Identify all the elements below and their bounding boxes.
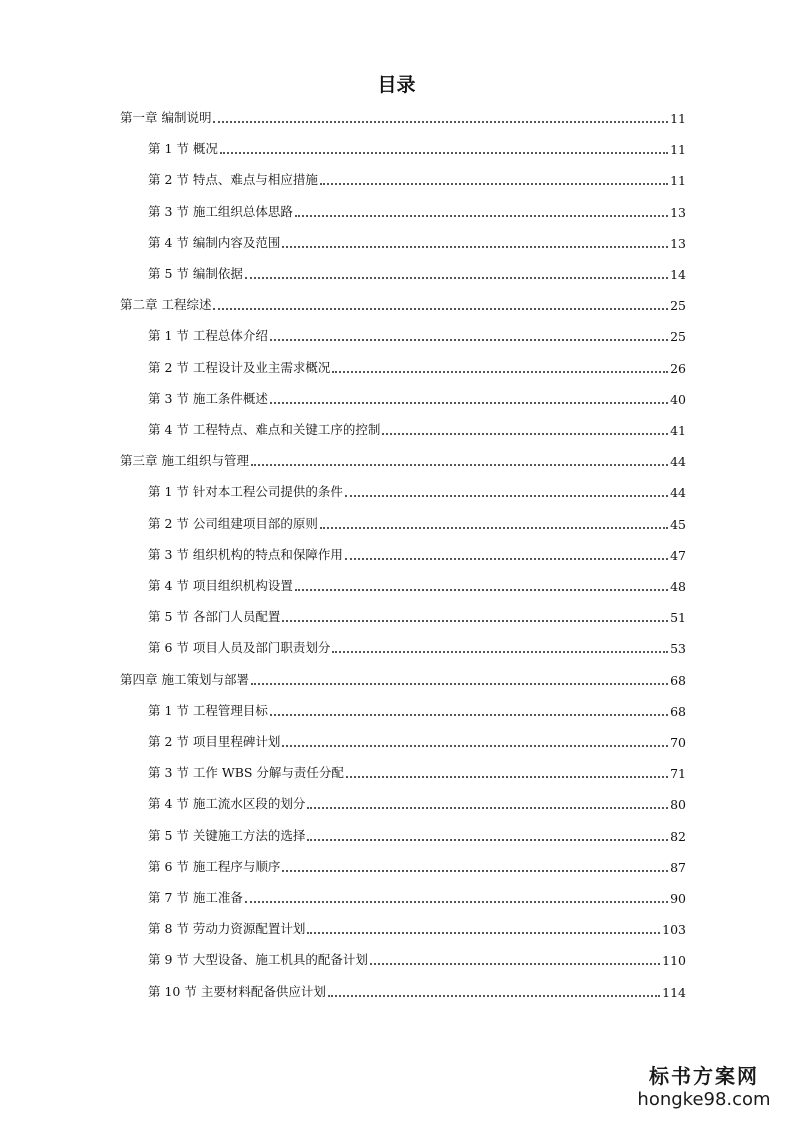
toc-dot-leader xyxy=(320,173,668,185)
toc-section-entry[interactable] xyxy=(148,574,686,594)
toc-dot-leader xyxy=(213,111,668,123)
toc-section-entry[interactable] xyxy=(148,262,686,282)
toc-dot-leader xyxy=(346,766,668,778)
toc-entry-page-number: 47 xyxy=(670,547,686,563)
toc-chapter-entry[interactable] xyxy=(120,106,686,126)
toc-entry-label: 第 9 节 大型设备、施工机具的配备计划 xyxy=(148,952,368,968)
toc-dot-leader xyxy=(213,298,668,310)
page-title: 目录 xyxy=(377,74,416,96)
toc-entry-label: 第 1 节 工程总体介绍 xyxy=(148,328,268,344)
toc-entry-label: 第 3 节 组织机构的特点和保障作用 xyxy=(148,546,343,562)
toc-section-entry[interactable] xyxy=(148,948,686,968)
toc-section-entry[interactable] xyxy=(148,480,686,500)
toc-entry-label: 第 3 节 施工条件概述 xyxy=(148,390,268,406)
toc-dot-leader xyxy=(382,423,668,435)
toc-entry-page-number: 80 xyxy=(670,797,686,813)
toc-section-entry[interactable] xyxy=(148,917,686,937)
toc-entry-label: 第 8 节 劳动力资源配置计划 xyxy=(148,921,306,937)
toc-section-entry[interactable] xyxy=(148,387,686,407)
toc-entry-label: 第 3 节 工作 WBS 分解与责任分配 xyxy=(148,765,344,781)
toc-entry-page-number: 41 xyxy=(670,423,686,438)
toc-chapter-entry[interactable] xyxy=(120,449,686,469)
toc-entry-label: 第 1 节 工程管理目标 xyxy=(148,702,268,718)
toc-chapter-entry[interactable] xyxy=(120,293,686,313)
toc-entry-label: 第三章 施工组织与管理 xyxy=(120,453,249,469)
watermark xyxy=(629,1064,779,1112)
toc-section-entry[interactable] xyxy=(148,200,686,220)
toc-entry-label: 第 6 节 施工程序与顺序 xyxy=(148,858,281,874)
toc-entry-page-number: 44 xyxy=(670,485,686,501)
toc-section-entry[interactable] xyxy=(148,980,686,1000)
toc-entry-label: 第 2 节 项目里程碑计划 xyxy=(148,734,281,749)
toc-dot-leader xyxy=(295,579,668,591)
toc-entry-page-number: 14 xyxy=(670,267,686,282)
toc-dot-leader xyxy=(345,548,668,560)
toc-dot-leader xyxy=(345,485,668,497)
toc-dot-leader xyxy=(251,673,668,685)
toc-section-entry[interactable] xyxy=(148,137,686,157)
toc-section-entry[interactable] xyxy=(148,418,686,438)
toc-entry-page-number: 40 xyxy=(670,391,686,407)
toc-section-entry[interactable] xyxy=(148,512,686,532)
toc-dot-leader xyxy=(370,953,660,965)
toc-entry-page-number: 11 xyxy=(670,111,686,126)
toc-entry-label: 第 4 节 编制内容及范围 xyxy=(148,234,281,250)
toc-entry-page-number: 44 xyxy=(670,454,686,470)
toc-entry-label: 第 4 节 项目组织机构设置 xyxy=(148,578,293,593)
toc-entry-page-number: 110 xyxy=(662,953,686,969)
toc-section-entry[interactable] xyxy=(148,324,686,344)
toc-dot-leader xyxy=(307,922,660,934)
toc-entry-label: 第 4 节 施工流水区段的划分 xyxy=(148,796,306,812)
toc-dot-leader xyxy=(270,329,668,341)
toc-dot-leader xyxy=(307,829,668,841)
toc-entry-label: 第 5 节 编制依据 xyxy=(148,266,243,281)
toc-entry-label: 第一章 编制说明 xyxy=(120,110,212,125)
toc-entry-label: 第 2 节 公司组建项目部的原则 xyxy=(148,515,318,531)
toc-entry-page-number: 25 xyxy=(670,298,686,314)
toc-section-entry[interactable] xyxy=(148,855,686,875)
toc-entry-page-number: 53 xyxy=(670,641,686,657)
toc-dot-leader xyxy=(270,392,668,404)
toc-dot-leader xyxy=(332,641,668,653)
toc-entry-label: 第 1 节 针对本工程公司提供的条件 xyxy=(148,484,343,500)
toc-entry-page-number: 71 xyxy=(670,766,686,782)
toc-section-entry[interactable] xyxy=(148,792,686,812)
toc-entry-label: 第四章 施工策划与部署 xyxy=(120,671,249,687)
toc-entry-label: 第 10 节 主要材料配备供应计划 xyxy=(148,983,326,999)
toc-section-entry[interactable] xyxy=(148,730,686,750)
toc-entry-page-number: 45 xyxy=(670,516,686,532)
toc-section-entry[interactable] xyxy=(148,636,686,656)
toc-dot-leader xyxy=(282,735,668,747)
toc-entry-label: 第 5 节 关键施工方法的选择 xyxy=(148,827,306,843)
toc-entry-page-number: 26 xyxy=(670,360,686,376)
toc-section-entry[interactable] xyxy=(148,699,686,719)
toc-entry-page-number: 68 xyxy=(670,672,686,688)
toc-section-entry[interactable] xyxy=(148,761,686,781)
toc-entry-label: 第 3 节 施工组织总体思路 xyxy=(148,203,293,219)
toc-dot-leader xyxy=(270,704,668,716)
toc-entry-label: 第 6 节 项目人员及部门职责划分 xyxy=(148,640,331,656)
toc-entry-label: 第 2 节 特点、难点与相应措施 xyxy=(148,172,318,188)
toc-entry-page-number: 82 xyxy=(670,828,686,844)
toc-entry-page-number: 114 xyxy=(662,984,686,1000)
toc-section-entry[interactable] xyxy=(148,824,686,844)
toc-entry-page-number: 90 xyxy=(670,891,686,906)
toc-entry-page-number: 87 xyxy=(670,859,686,875)
toc-entry-page-number: 51 xyxy=(670,610,686,626)
toc-dot-leader xyxy=(332,361,668,373)
toc-entry-page-number: 25 xyxy=(670,329,686,345)
toc-dot-leader xyxy=(307,797,668,809)
toc-section-entry[interactable] xyxy=(148,605,686,625)
toc-entry-label: 第 4 节 工程特点、难点和关键工序的控制 xyxy=(148,422,381,437)
toc-dot-leader xyxy=(282,860,668,872)
toc-section-entry[interactable] xyxy=(148,231,686,251)
toc-dot-leader xyxy=(251,454,668,466)
toc-dot-leader xyxy=(320,517,668,529)
toc-entry-page-number: 11 xyxy=(670,142,686,158)
toc-entry-page-number: 13 xyxy=(670,235,686,251)
toc-dot-leader xyxy=(245,891,668,903)
watermark-name: 标书方案网 xyxy=(649,1064,759,1088)
toc-entry-page-number: 13 xyxy=(670,204,686,220)
toc-chapter-entry[interactable] xyxy=(120,668,686,688)
toc-dot-leader xyxy=(295,205,668,217)
toc-entry-page-number: 11 xyxy=(670,173,686,189)
toc-section-entry[interactable] xyxy=(148,886,686,906)
toc-dot-leader xyxy=(282,610,668,622)
toc-entry-label: 第 5 节 各部门人员配置 xyxy=(148,609,281,625)
toc-entry-page-number: 70 xyxy=(670,735,686,750)
toc-entry-page-number: 68 xyxy=(670,703,686,719)
toc-section-entry[interactable] xyxy=(148,356,686,376)
toc-section-entry[interactable] xyxy=(148,543,686,563)
toc-entry-label: 第二章 工程综述 xyxy=(120,297,212,313)
toc-dot-leader xyxy=(282,236,668,248)
toc-entry-page-number: 103 xyxy=(662,922,686,938)
toc-dot-leader xyxy=(245,267,668,279)
toc-dot-leader xyxy=(220,142,668,154)
toc-entry-label: 第 7 节 施工准备 xyxy=(148,890,243,905)
toc-entry-label: 第 2 节 工程设计及业主需求概况 xyxy=(148,359,331,375)
watermark-url: hongke98.com xyxy=(637,1089,771,1110)
toc-section-entry[interactable] xyxy=(148,168,686,188)
toc-entry-label: 第 1 节 概况 xyxy=(148,141,218,157)
toc-dot-leader xyxy=(328,985,660,997)
toc-entry-page-number: 48 xyxy=(670,579,686,594)
